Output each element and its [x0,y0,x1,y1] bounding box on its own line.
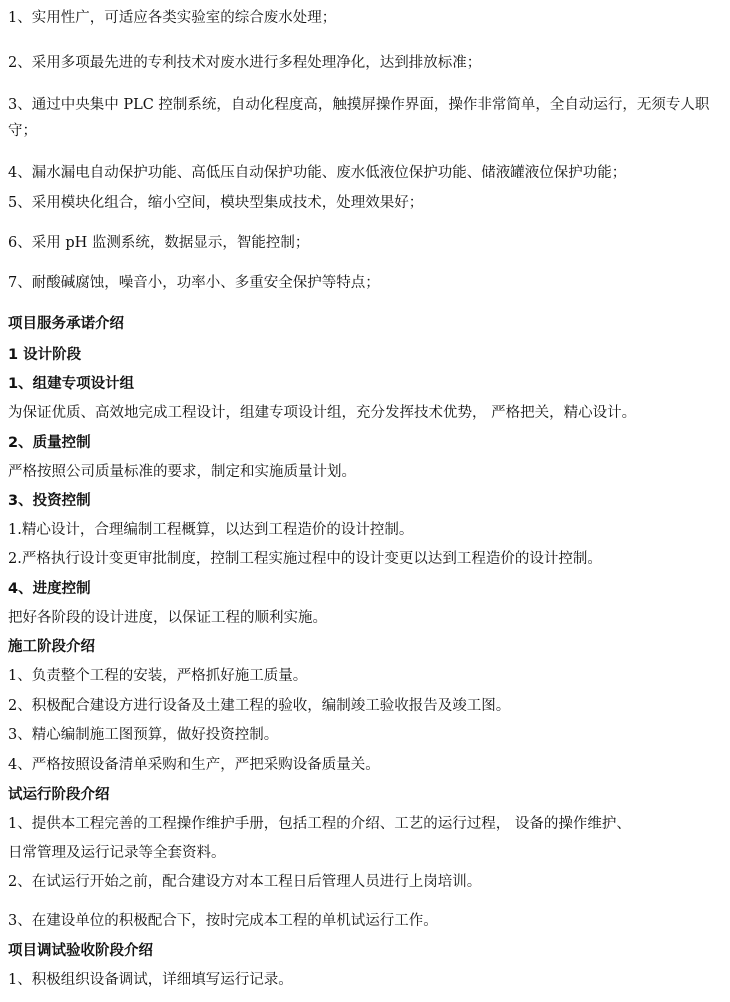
feature-item-3: 3、通过中央集中 PLC 控制系统，自动化程度高，触摸屏操作界面，操作非常简单，全自动运行，无须专人职守； [8,97,710,139]
design-subsection-4-title: 4、进度控制 [8,581,91,597]
trial-item-1-line-2: 日常管理及运行记录等全套资料。 [8,845,226,861]
design-subsection-3-text-2: 2.严格执行设计变更审批制度，控制工程实施过程中的设计变更以达到工程造价的设计控制。 [8,551,602,567]
feature-item-2: 2、采用多项最先进的专利技术对废水进行多程处理净化，达到排放标准； [8,55,482,71]
feature-item-7: 7、耐酸碱腐蚀，噪音小，功率小、多重安全保护等特点； [8,275,380,291]
design-stage-title: 1 设计阶段 [8,347,82,363]
trial-stage-title: 试运行阶段介绍 [8,787,110,803]
design-subsection-2-title: 2、质量控制 [8,435,91,451]
construction-item-2: 2、积极配合建设方进行设备及土建工程的验收，编制竣工验收报告及竣工图。 [8,698,511,714]
feature-item-5: 5、采用模块化组合，缩小空间，模块型集成技术，处理效果好； [8,195,424,211]
trial-item-2: 2、在试运行开始之前，配合建设方对本工程日后管理人员进行上岗培训。 [8,874,482,890]
design-subsection-3-title: 3、投资控制 [8,493,91,509]
construction-item-1: 1、负责整个工程的安装，严格抓好施工质量。 [8,668,308,684]
design-subsection-3-text-1: 1.精心设计，合理编制工程概算，以达到工程造价的设计控制。 [8,522,414,538]
trial-item-1-line-1: 1、提供本工程完善的工程操作维护手册，包括工程的介绍、工艺的运行过程， 设备的操作维护、 [8,816,631,832]
feature-item-6: 6、采用 pH 监测系统，数据显示，智能控制； [8,235,310,251]
design-subsection-1-text: 为保证优质、高效地完成工程设计，组建专项设计组，充分发挥技术优势， 严格把关，精心设计。 [8,405,637,421]
acceptance-stage-title: 项目调试验收阶段介绍 [8,943,153,959]
design-subsection-4-text: 把好各阶段的设计进度，以保证工程的顺利实施。 [8,610,327,626]
construction-item-3: 3、精心编制施工图预算，做好投资控制。 [8,727,279,743]
acceptance-item-1: 1、积极组织设备调试，详细填写运行记录。 [8,972,293,988]
trial-item-3: 3、在建设单位的积极配合下，按时完成本工程的单机试运行工作。 [8,913,438,929]
service-title: 项目服务承诺介绍 [8,316,124,332]
feature-item-1: 1、实用性广，可适应各类实验室的综合废水处理； [8,10,337,26]
design-subsection-2-text: 严格按照公司质量标准的要求，制定和实施质量计划。 [8,464,356,480]
feature-item-4: 4、漏水漏电自动保护功能、高低压自动保护功能、废水低液位保护功能、储液罐液位保护功能； [8,165,627,181]
construction-stage-title: 施工阶段介绍 [8,639,95,655]
design-subsection-1-title: 1、组建专项设计组 [8,376,135,392]
construction-item-4: 4、严格按照设备清单采购和生产，严把采购设备质量关。 [8,757,380,773]
